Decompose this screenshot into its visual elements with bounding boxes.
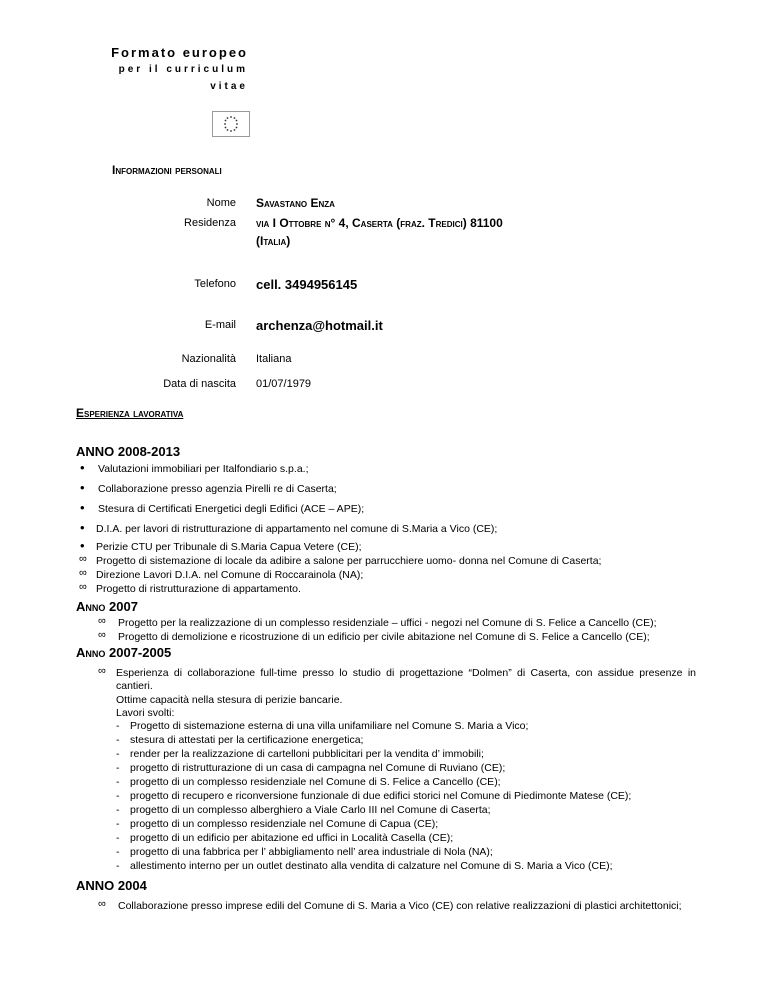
list-item: D.I.A. per lavori di ristrutturazione di appartamento nel comune di S.Maria a Vico (CE);: [96, 523, 498, 535]
infinity-bullet-icon: ∞: [79, 567, 87, 579]
infinity-bullet-icon: ∞: [98, 629, 106, 641]
label-data-nascita: Data di nascita: [163, 378, 236, 390]
infinity-bullet-icon: ∞: [79, 553, 87, 565]
list-item: Progetto di sistemazione esterna di una villa unifamiliare nel Comune S. Maria a Vico;: [130, 720, 529, 732]
bullet-dot: •: [80, 480, 85, 495]
dash-bullet: -: [116, 748, 120, 760]
list-item: Perizie CTU per Tribunale di S.Maria Capua Vetere (CE);: [96, 541, 362, 553]
list-item: Stesura di Certificati Energetici degli Edifici (ACE – APE);: [98, 503, 365, 515]
bullet-dot: •: [80, 500, 85, 515]
dash-bullet: -: [116, 818, 120, 830]
list-item: Collaborazione presso agenzia Pirelli re di Caserta;: [98, 483, 337, 495]
list-item: Progetto di ristrutturazione di appartamento.: [96, 583, 301, 595]
infinity-bullet-icon: ∞: [98, 615, 106, 627]
value-residenza: via I Ottobre n° 4, Caserta (fraz. Tredici) 81100: [256, 216, 503, 230]
list-item: stesura di attestati per la certificazione energetica;: [130, 734, 364, 746]
personal-info-heading: Informazioni personali: [112, 163, 222, 177]
value-telefono: cell. 3494956145: [256, 277, 358, 292]
list-item: Progetto di demolizione e ricostruzione di un edificio per civile abitazione nel Comune di S. Felice a Cancello (CE);: [118, 631, 650, 643]
year-2008-2013: ANNO 2008-2013: [76, 444, 181, 459]
label-email: E-mail: [204, 319, 236, 331]
value-data-nascita: 01/07/1979: [256, 378, 312, 390]
label-residenza: Residenza: [184, 217, 236, 229]
list-item: render per la realizzazione di cartelloni pubblicitari per la vendita d’ immobili;: [130, 748, 484, 760]
list-item: progetto di recupero e riconversione funzionale di due edifici storici nel Comune di Piedimonte Matese (CE);: [130, 790, 632, 802]
year-2004: ANNO 2004: [76, 878, 147, 893]
dash-bullet: -: [116, 804, 120, 816]
bullet-dot: •: [80, 538, 85, 553]
list-item: Progetto per la realizzazione di un complesso residenziale – uffici - negozi nel Comune di S. Felice a Cancello (CE);: [118, 617, 657, 629]
list-item: progetto di un complesso residenziale nel Comune di S. Felice a Cancello (CE);: [130, 776, 501, 788]
year-2007-2005: Anno 2007-2005: [76, 645, 172, 660]
dash-bullet: -: [116, 776, 120, 788]
list-item: progetto di ristrutturazione di un casa di campagna nel Comune di Ruviano (CE);: [130, 762, 506, 774]
dash-bullet: -: [116, 790, 120, 802]
value-residenza-country: (Italia): [256, 234, 291, 248]
dolmen-paragraph: Esperienza di collaborazione full-time presso lo studio di progettazione “Dolmen” di Caserta, con assidue presenze in cantieri.: [116, 667, 696, 692]
list-item: allestimento interno per un outlet destinato alla vendita di calzature nel Comune di S. Maria a Vico (CE);: [130, 860, 613, 872]
label-nome: Nome: [206, 197, 236, 209]
value-nome: Savastano Enza: [256, 196, 335, 210]
list-item: Direzione Lavori D.I.A. nel Comune di Roccarainola (NA);: [96, 569, 364, 581]
experience-heading: Esperienza lavorativa: [76, 406, 184, 420]
eu-flag-icon: [212, 111, 250, 137]
dash-bullet: -: [116, 762, 120, 774]
cv-title-line-3: vitae: [210, 81, 248, 92]
infinity-bullet-icon: ∞: [79, 581, 87, 593]
cv-title-line-2: per il curriculum: [118, 64, 248, 75]
label-telefono: Telefono: [194, 278, 236, 290]
list-item: progetto di un edificio per abitazione ed uffici in Località Casella (CE);: [130, 832, 454, 844]
dash-bullet: -: [116, 846, 120, 858]
bullet-dot: •: [80, 460, 85, 475]
dash-bullet: -: [116, 832, 120, 844]
infinity-bullet-icon: ∞: [98, 665, 106, 677]
dash-bullet: -: [116, 720, 120, 732]
works-label: Lavori svolti:: [116, 707, 175, 719]
list-item: progetto di un complesso residenziale nel Comune di Capua (CE);: [130, 818, 439, 830]
dash-bullet: -: [116, 734, 120, 746]
dash-bullet: -: [116, 860, 120, 872]
list-item: Collaborazione presso imprese edili del Comune di S. Maria a Vico (CE) con relative realizzazioni di plastici architettonici;: [118, 900, 682, 912]
list-item: progetto di una fabbrica per l’ abbigliamento nell’ area industriale di Nola (NA);: [130, 846, 493, 858]
list-item: Valutazioni immobiliari per Italfondiario s.p.a.;: [98, 463, 309, 475]
value-email[interactable]: archenza@hotmail.it: [256, 318, 383, 333]
skills-line: Ottime capacità nella stesura di perizie bancarie.: [116, 694, 343, 706]
list-item: Progetto di sistemazione di locale da adibire a salone per parrucchiere uomo- donna nel Comune di Caserta;: [96, 555, 602, 567]
bullet-dot: •: [80, 520, 85, 535]
list-item: progetto di un complesso alberghiero a Viale Carlo III nel Comune di Caserta;: [130, 804, 491, 816]
label-nazionalita: Nazionalità: [181, 353, 236, 365]
infinity-bullet-icon: ∞: [98, 898, 106, 910]
value-nazionalita: Italiana: [256, 353, 292, 365]
year-2007: Anno 2007: [76, 599, 138, 614]
cv-title-line-1: Formato europeo: [111, 45, 248, 60]
